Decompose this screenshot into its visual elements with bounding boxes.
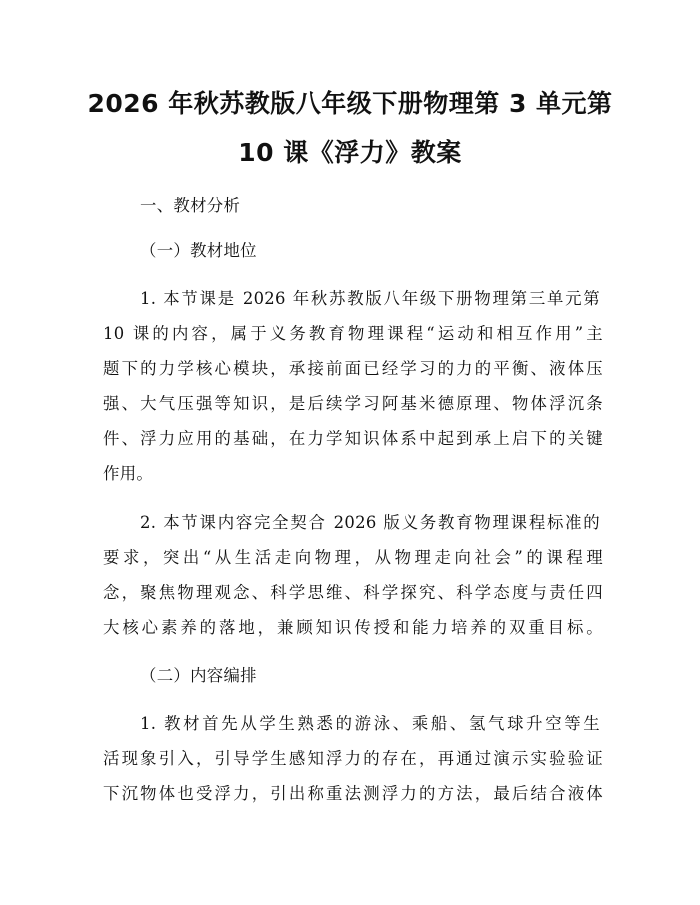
paragraph-line: 下沉物体也受浮力，引出称重法测浮力的方法，最后结合液体 [103, 784, 603, 803]
section-heading: 一、教材分析 [140, 196, 241, 215]
paragraph-line: 作用。 [103, 464, 154, 483]
paragraph-line: 念，聚焦物理观念、科学思维、科学探究、科学态度与责任四 [103, 583, 603, 602]
document-title-line-2: 10 课《浮力》教案 [238, 138, 462, 167]
paragraph-line: 活现象引入，引导学生感知浮力的存在，再通过演示实验验证 [103, 749, 603, 768]
paragraph-line: 1. 本节课是 2026 年秋苏教版八年级下册物理第三单元第 [140, 289, 600, 308]
paragraph-line: 2. 本节课内容完全契合 2026 版义务教育物理课程标准的 [140, 513, 600, 532]
paragraph-line: 强、大气压强等知识，是后续学习阿基米德原理、物体浮沉条 [103, 394, 603, 413]
subsection-heading: （一）教材地位 [140, 241, 257, 260]
paragraph-line: 件、浮力应用的基础，在力学知识体系中起到承上启下的关键 [103, 429, 603, 448]
paragraph-line: 要求，突出“从生活走向物理，从物理走向社会”的课程理 [103, 548, 603, 567]
subsection-heading: （二）内容编排 [140, 666, 257, 685]
paragraph-line: 1. 教材首先从学生熟悉的游泳、乘船、氢气球升空等生 [140, 714, 600, 733]
paragraph-line: 10 课的内容，属于义务教育物理课程“运动和相互作用”主 [103, 324, 603, 343]
document-title-line-1: 2026 年秋苏教版八年级下册物理第 3 单元第 [87, 89, 613, 118]
paragraph-line: 大核心素养的落地，兼顾知识传授和能力培养的双重目标。 [103, 618, 603, 637]
paragraph-line: 题下的力学核心模块，承接前面已经学习的力的平衡、液体压 [103, 359, 603, 378]
